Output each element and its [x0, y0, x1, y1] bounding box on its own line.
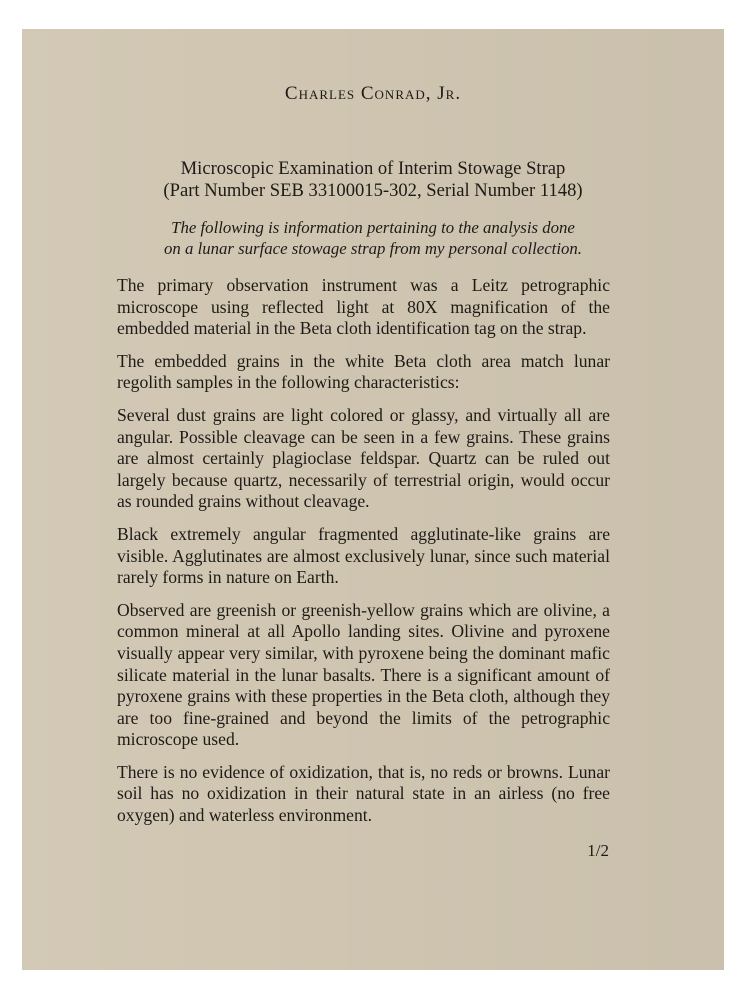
title-line-2: (Part Number SEB 33100015-302, Serial Number 1148): [163, 180, 583, 201]
paragraph-olivine-pyroxene: Observed are greenish or greenish-yellow grains which are olivine, a common mineral at all Apollo landing sites. Olivine and pyroxene visually appear very similar, with pyroxene being the dominant mafic silicate material in the lunar basalts. There is a significant amount of pyroxene grains with these properties in the Beta cloth, although they are too fine-grained and beyond the limits of the petrographic microscope used.: [117, 599, 610, 750]
intro-statement: [22, 217, 724, 259]
letterhead-name: Charles Conrad, Jr.: [284, 83, 462, 104]
paragraph-instrument: The primary observation instrument was a Leitz petrographic microscope using reflected light at 80X magnification of the embedded material in the Beta cloth identification tag on the strap.: [117, 275, 610, 339]
paragraph-feldspar: Several dust grains are light colored or glassy, and virtually all are angular. Possible cleavage can be seen in a few grains. These grains are almost certainly plagioclase feldspar. Quartz can be ruled out largely because quartz, necessarily of terrestrial origin, would occur as rounded grains without cleavage.: [117, 404, 610, 512]
intro-line-1: The following is information pertaining to the analysis done: [171, 218, 575, 237]
paragraph-oxidization: There is no evidence of oxidization, that is, no reds or browns. Lunar soil has no oxidization in their natural state in an airless (no free oxygen) and waterless environment.: [117, 761, 610, 826]
paragraph-agglutinates: Black extremely angular fragmented agglutinate-like grains are visible. Agglutinates are almost exclusively lunar, since such material rarely forms in nature on Earth.: [117, 523, 610, 588]
body-text: [117, 275, 610, 838]
document-title: [22, 158, 724, 202]
intro-line-2: on a lunar surface stowage strap from my personal collection.: [164, 239, 582, 258]
page-number: 1/2: [587, 841, 609, 860]
paragraph-characteristics-intro: The embedded grains in the white Beta cloth area match lunar regolith samples in the following characteristics:: [117, 350, 610, 393]
document-page: [22, 29, 724, 970]
title-line-1: Microscopic Examination of Interim Stowage Strap: [180, 158, 566, 179]
